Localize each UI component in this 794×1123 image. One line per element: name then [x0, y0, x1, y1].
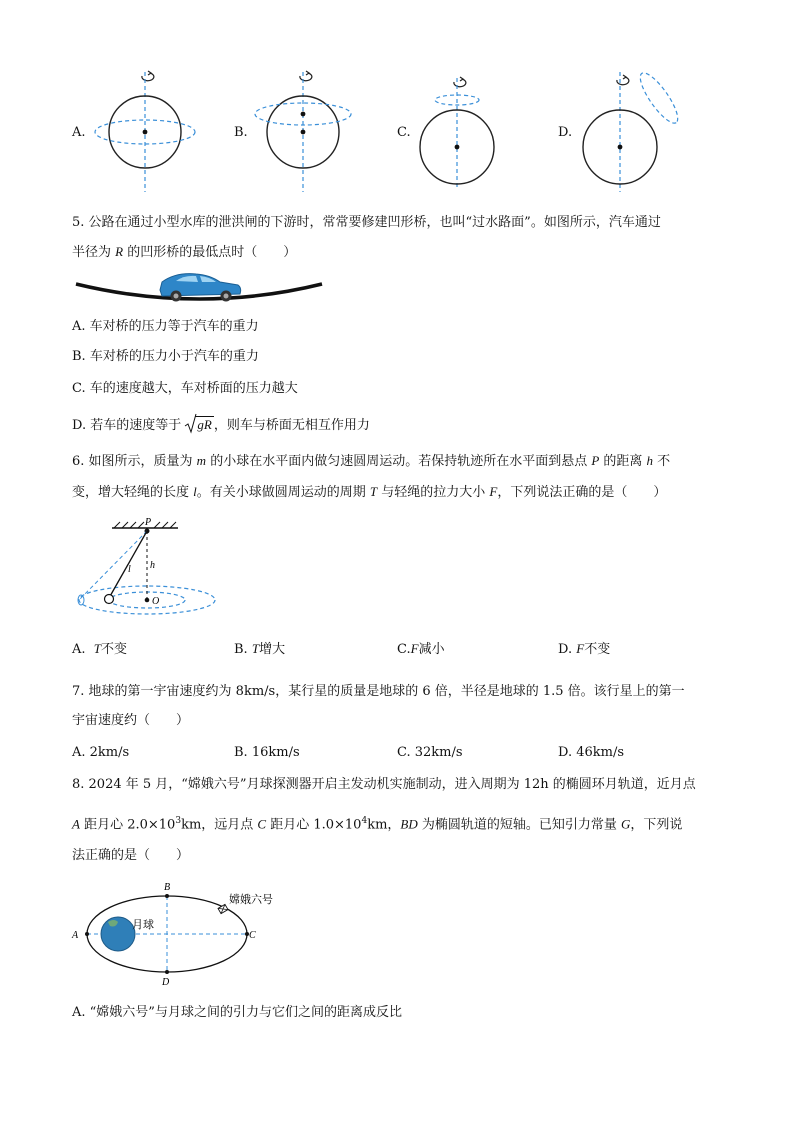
q4-option-b-label: B. — [234, 125, 248, 140]
q4-figure-d — [575, 66, 695, 196]
q6-t8: ，下列说法正确的是（ ） — [497, 485, 667, 500]
label-B: B — [164, 882, 171, 893]
q4-figure-a — [90, 66, 200, 196]
q6-t2: 的小球在水平面内做匀速圆周运动。若保持轨迹所在水平面到悬点 — [206, 454, 592, 469]
q8-stem-line3: 法正确的是（ ） — [72, 848, 190, 863]
q7-stem-line2: 宇宙速度约（ ） — [72, 713, 190, 728]
label-probe: 嫦娥六号 — [229, 893, 273, 906]
label-O: O — [152, 596, 160, 607]
q6-stem-line2 — [72, 483, 666, 502]
q6-a-key: A. — [72, 642, 86, 657]
q6-option-b — [234, 640, 285, 659]
q8-var-G: G — [621, 816, 631, 832]
q8-stem-line2 — [72, 812, 682, 834]
q6-var-m: m — [196, 453, 207, 468]
q6-var-F: F — [489, 484, 498, 499]
label-A: A — [72, 930, 79, 941]
q6-a-text: 不变 — [101, 642, 128, 657]
moon-icon — [101, 917, 135, 951]
q7-option-b: B. 16km/s — [234, 745, 300, 760]
q6-a-var: T — [93, 641, 102, 656]
q7-option-d: D. 46km/s — [558, 745, 625, 760]
q7-stem-line1: 7. 地球的第一宇宙速度约为 8km/s，某行星的质量是地球的 6 倍，半径是地球的 1.5 倍。该行星上的第一 — [72, 684, 685, 699]
q6-c-key: C. — [397, 642, 411, 657]
q4-figure-c — [412, 72, 512, 192]
q4-option-c-label: C. — [397, 125, 411, 140]
q8-var-A: A — [72, 816, 80, 832]
q6-t5: 变，增大轻绳的长度 — [72, 485, 194, 500]
label-P: P — [145, 517, 152, 528]
q6-t7: 与轻绳的拉力大小 — [377, 485, 490, 500]
q8-exp1: 3 — [175, 816, 182, 826]
q6-t6: 。有关小球做圆周运动的周期 — [196, 485, 370, 500]
q6-t3: 的距离 — [599, 454, 647, 469]
q5-stem-line1: 5. 公路在通过小型水库的泄洪闸的下游时，常常要修建凹形桥，也叫“过水路面”。如图所示，汽车通过 — [72, 215, 661, 230]
q5-option-b: B. 车对桥的压力小于汽车的重力 — [72, 349, 259, 364]
q5-sqrt-gR: gR — [197, 417, 212, 432]
q5-d-post: ，则车与桥面无相互作用力 — [213, 418, 370, 433]
q7-option-c: C. 32km/s — [397, 745, 463, 760]
q6-var-P: P — [591, 453, 600, 468]
q6-option-d — [558, 640, 610, 659]
q8-t4: km， — [367, 817, 401, 833]
q6-t4: 不 — [653, 454, 671, 469]
q5-d-pre: D. 若车的速度等于 — [72, 418, 186, 433]
q8-t1: 距月心 2.0×10 — [79, 817, 176, 833]
q4-option-a-label: A. — [72, 125, 86, 140]
q8-t2: km，远月点 — [181, 817, 258, 833]
q6-option-c — [397, 640, 445, 659]
q6-c-text: 减小 — [418, 642, 445, 657]
q8-var-BD: BD — [400, 816, 418, 832]
q6-d-key: D. — [558, 642, 573, 657]
q6-stem-line1 — [72, 452, 670, 471]
q4-figure-b — [251, 66, 361, 196]
label-D: D — [162, 977, 170, 988]
q5-figure-bridge — [72, 266, 332, 306]
q8-stem-line1: 8. 2024 年 5 月，“嫦娥六号”月球探测器开启主发动机实施制动，进入周期为 12h 的椭圆环月轨道，近月点 — [72, 777, 696, 792]
sqrt-expression — [185, 416, 213, 435]
q5-var-R: R — [115, 244, 124, 259]
label-h: h — [150, 560, 155, 571]
q5-option-c: C. 车的速度越大，车对桥面的压力越大 — [72, 381, 298, 396]
q6-option-a — [72, 640, 127, 659]
q7-option-a: A. 2km/s — [72, 745, 130, 760]
q6-d-text: 不变 — [584, 642, 611, 657]
label-moon: 月球 — [132, 918, 154, 931]
q6-d-var: F — [576, 641, 585, 656]
q6-t1: 6. 如图所示，质量为 — [72, 454, 197, 469]
q8-var-C: C — [257, 816, 267, 832]
q8-t3: 距月心 1.0×10 — [266, 817, 362, 833]
q6-b-var: T — [251, 641, 260, 656]
q6-figure-conical-pendulum — [72, 512, 222, 622]
q6-var-l: l — [193, 484, 197, 499]
q6-b-key: B. — [234, 642, 248, 657]
label-l: l — [128, 564, 131, 575]
q4-option-d-label: D. — [558, 125, 573, 140]
q8-figure-orbit — [68, 876, 298, 991]
q6-var-h: h — [646, 453, 654, 468]
q6-b-text: 增大 — [259, 642, 286, 657]
q8-t6: ，下列说 — [630, 817, 683, 833]
q6-c-var: F — [410, 641, 419, 656]
q5-line2-pre: 半径为 — [72, 245, 116, 260]
q8-t5: 为椭圆轨道的短轴。已知引力常量 — [417, 817, 622, 833]
q5-option-a: A. 车对桥的压力等于汽车的重力 — [72, 319, 259, 334]
q5-option-d — [72, 416, 370, 435]
q6-var-T: T — [369, 484, 378, 499]
q5-line2-post: 的凹形桥的最低点时（ ） — [123, 245, 297, 260]
q8-option-a: A. “嫦娥六号”与月球之间的引力与它们之间的距离成反比 — [72, 1005, 402, 1020]
q8-exp2: 4 — [361, 816, 368, 826]
q5-stem-line2 — [72, 243, 296, 262]
label-C: C — [249, 930, 256, 941]
